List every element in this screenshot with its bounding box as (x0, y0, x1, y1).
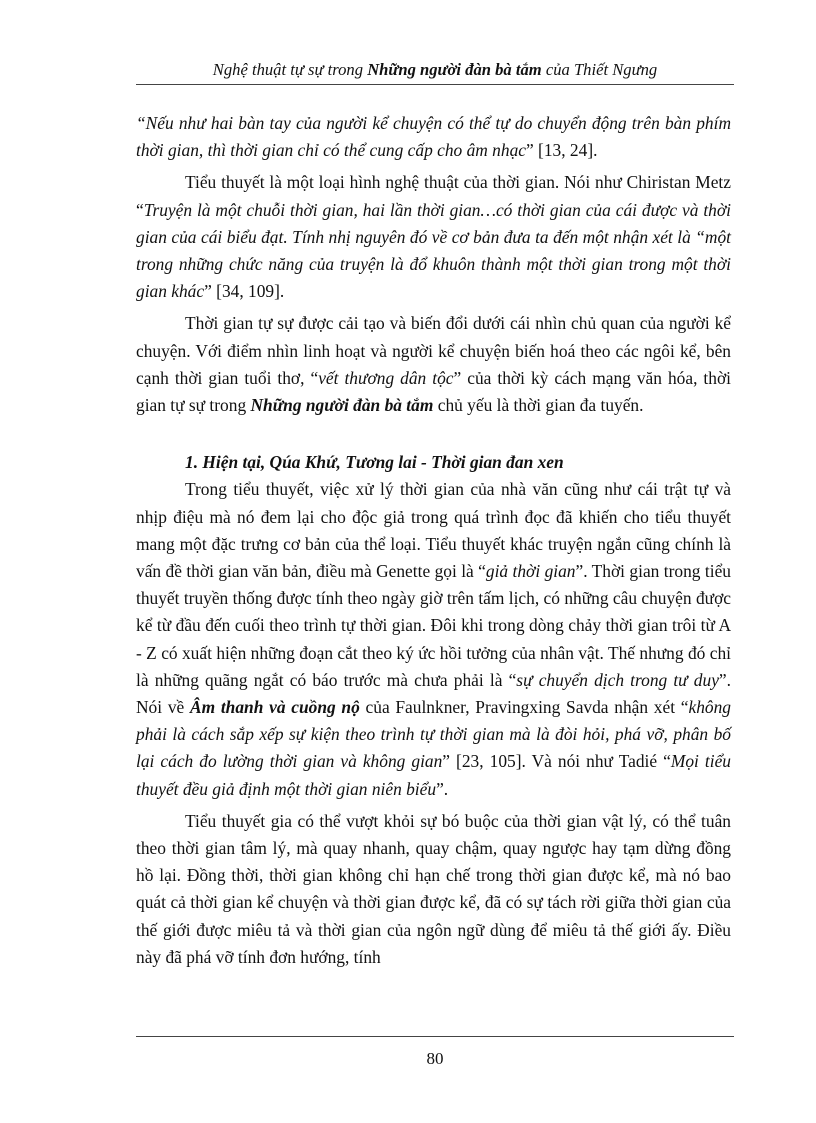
text-run: Trong tiểu thuyết, việc xử lý thời gian của nhà văn cũng như cái trật tự và nhịp điệu mà nó đem lại cho độc giả trong quá trình đọc đã khiến cho tiểu thuyết mang một đặc trưng cơ bản của thể loại. Tiểu thuyết khác truyện ngắn cũng chính là vấn đề thời gian văn bản, điều mà Genette gọi là “ (136, 479, 731, 582)
page-number: 80 (426, 1049, 444, 1068)
text-run: Thời gian tự sự được cải tạo và biến đổi dưới cái nhìn chủ quan của người kể chuyện. Với điểm nhìn linh hoạt và người kể chuyện biến hoá theo các ngôi kể, bên cạnh thời gian tuổi thơ, “ (136, 313, 731, 388)
quote-text: Truyện là một chuỗi thời gian, hai lần thời gian…có thời gian của cái được và thời gian của cái biểu đạt. Tính nhị nguyên đó về cơ bản đưa ta đến một nhận xét là “một trong những chức năng của truyện là đổ khuôn thành một thời gian trong một thời gian khác (136, 199, 731, 302)
text-run: chủ yếu là thời gian đa tuyến. (433, 395, 644, 416)
header-divider (136, 84, 734, 85)
paragraph-quote-intro (136, 110, 731, 164)
header-suffix: của Thiết Ngưng (541, 60, 658, 79)
book-title: Âm thanh và cuồng nộ (189, 697, 360, 718)
citation: ” [34, 109]. (204, 281, 285, 302)
quote-text: “Nếu như hai bàn tay của người kể chuyện có thể tự do chuyển động trên bàn phím thời gian, thì thời gian chỉ có thể cung cấp cho âm nhạc (136, 113, 731, 161)
paragraph-novelist-time: Tiểu thuyết gia có thể vượt khỏi sự bó buộc của thời gian vật lý, có thể tuân theo thời gian tâm lý, mà quay nhanh, quay chậm, quay ngược hay tạm dừng đồng hồ lại. Đồng thời, thời gian không chỉ hạn chế trong thời gian được kể, mà nó bao quát cả thời gian kể chuyện và thời gian được kể, đã có sự tách rời giữa thời gian của thế giới được miêu tả và thời gian của ngôn ngữ dùng để miêu tả thế giới ấy. Điều này đã phá vỡ tính đơn hướng, tính (136, 810, 731, 967)
header-book-title: Những người đàn bà tắm (367, 60, 542, 79)
text-run: Tiểu thuyết là một loại hình nghệ thuật của thời gian. Nói như Chiristan Metz “ (136, 172, 731, 220)
header-prefix: Nghệ thuật tự sự trong (212, 60, 368, 79)
text-run: ”. Thời gian trong tiểu thuyết truyền thống được tính theo ngày giờ trên tấm lịch, có những câu chuyện được kể từ đầu đến cuối theo trình tự thời gian. Đôi khi trong dòng chảy thời gian trôi từ A - Z có xuất hiện những đoạn cắt theo ký ức hồi tưởng của nhân vật. Thế nhưng đó chỉ là những quãng ngắt có báo trước mà chưa phải là “ (136, 561, 731, 690)
paragraph-novel-time (136, 476, 731, 802)
quote-text: Mọi tiểu thuyết đều giả định một thời gian niên biểu (136, 751, 731, 799)
quote-text: vết thương dân tộc (318, 367, 454, 388)
citation: ” [13, 24]. (525, 140, 598, 161)
text-run: của Faulnkner, Pravingxing Savda nhận xét “ (359, 697, 689, 718)
running-header (136, 58, 734, 82)
text-run: ”. Nói về (136, 669, 731, 718)
section-heading: 1. Hiện tại, Qúa Khứ, Tương lai - Thời gian đan xen (185, 452, 564, 473)
book-title: Những người đàn bà tắm (250, 395, 434, 416)
paragraph-narrative-time (136, 310, 731, 419)
quote-text: giả thời gian (485, 561, 576, 582)
quote-text: sự chuyển dịch trong tư duy (516, 669, 719, 690)
footer-divider (136, 1036, 734, 1037)
text-run: ” [23, 105]. Và nói như Tadié “ (442, 751, 671, 772)
text-run: ”. (436, 778, 449, 799)
quote-text: không phải là cách sắp xếp sự kiện theo trình tự thời gian mà là đòi hỏi, phá vỡ, phân bố lại cách đo lường thời gian và không gian (136, 697, 731, 772)
page-body (136, 110, 731, 971)
paragraph-time-art (136, 169, 731, 305)
text-run: ” của thời kỳ cách mạng văn hóa, thời gian tự sự trong (136, 367, 731, 416)
